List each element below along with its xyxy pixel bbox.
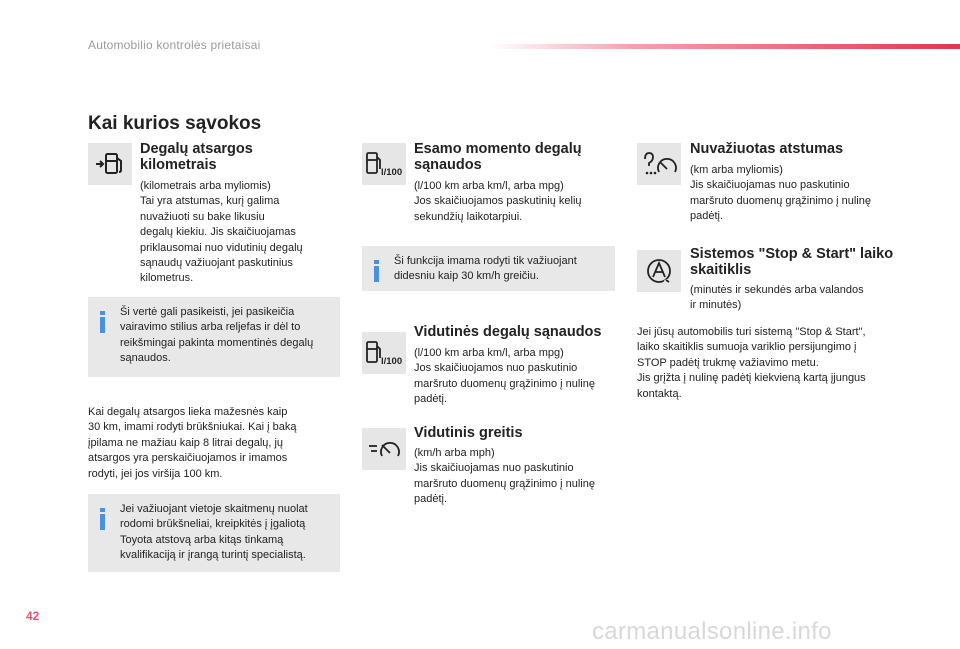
fuel-range-description: (kilometrais arba myliomis) Tai yra atstumas, kurį galima nuvažiuoti su bake likusiu degalų kiekiu. Jis skaičiuojamas priklausomai nuo vidutinių degalų sąnaudų važiuojant paskutinius kilometrus.	[140, 180, 303, 285]
average-consumption-heading: Vidutinės degalų sąnaudos	[414, 324, 602, 340]
watermark: carmanualsonline.info	[592, 618, 832, 645]
distance-travelled-heading: Nuvažiuotas atstumas	[690, 141, 844, 157]
instant-consumption-icon	[362, 143, 406, 185]
distance-travelled-description: (km arba myliomis) Jis skaičiuojamas nuo paskutinio maršruto duomenų grąžinimo į nulinę padėtį.	[690, 164, 871, 223]
instant-consumption-description: (l/100 km arba km/l, arba mpg) Jos skaičiuojamos paskutinių kelių sekundžių laikotarpiui.	[414, 180, 582, 223]
instant-consumption-heading: Esamo momento degalų sąnaudos	[414, 141, 582, 173]
stop-start-heading: Sistemos "Stop & Start" laiko skaitiklis	[690, 246, 894, 278]
average-speed-description: (km/h arba mph) Jis skaičiuojamas nuo paskutinio maršruto duomenų grąžinimo į nulinę padėtį.	[414, 447, 595, 506]
section-title: Kai kurios sąvokos	[88, 113, 262, 134]
average-consumption-icon	[362, 332, 406, 374]
stop-start-description: (minutės ir sekundės arba valandos ir minutės)	[690, 284, 864, 312]
info-icon	[374, 260, 379, 282]
stop-start-icon	[637, 250, 681, 292]
svg-text:l/100: l/100	[381, 167, 403, 178]
info-icon	[100, 508, 105, 530]
distance-travelled-icon	[637, 143, 681, 185]
average-consumption-description: (l/100 km arba km/l, arba mpg) Jos skaičiuojamos nuo paskutinio maršruto duomenų grąžinimo į nulinę padėtį.	[414, 347, 595, 406]
fuel-range-paragraph: Kai degalų atsargos lieka mažesnės kaip 30 km, imami rodyti brūkšniukai. Kai į baką įpilama ne mažiau kaip 8 litrai degalų, jų atsargos yra perskaičiuojamos ir imamos rodyti, jei jos viršija 100 km.	[88, 406, 297, 480]
fuel-range-heading: Degalų atsargos kilometrais	[140, 141, 253, 173]
info-icon	[100, 311, 105, 333]
stop-start-paragraph: Jei jūsų automobilis turi sistemą "Stop & Start", laiko skaitiklis sumuoja variklio persijungimo į STOP padėtį trukmę važiavimo metu. Jis grįžta į nulinę padėtį kiekvieną kartą įjungus kontaktą.	[637, 326, 866, 400]
running-header: Automobilio kontrolės prietaisai	[88, 38, 261, 52]
info-note-dashes: Jei važiuojant vietoje skaitmenų nuolat rodomi brūkšneliai, kreipkitės į įgaliotą Toyota atstovą arba kitąs tinkamą kvalifikaciją ir įrangą turintį specialistą.	[88, 494, 340, 572]
info-note-speed: Ši funkcija imama rodyti tik važiuojant didesniu kaip 30 km/h greičiu.	[362, 246, 615, 291]
average-speed-icon	[362, 428, 406, 470]
svg-text:l/100: l/100	[381, 356, 403, 367]
header-accent-bar	[490, 44, 960, 49]
fuel-range-icon	[88, 143, 132, 185]
average-speed-heading: Vidutinis greitis	[414, 425, 523, 441]
page-number: 42	[26, 609, 40, 623]
info-note-fuel-range: Ši vertė gali pasikeisti, jei pasikeičia vairavimo stilius arba reljefas ir dėl to reikšmingai pakinta momentinės degalų sąnaudos.	[88, 297, 340, 377]
